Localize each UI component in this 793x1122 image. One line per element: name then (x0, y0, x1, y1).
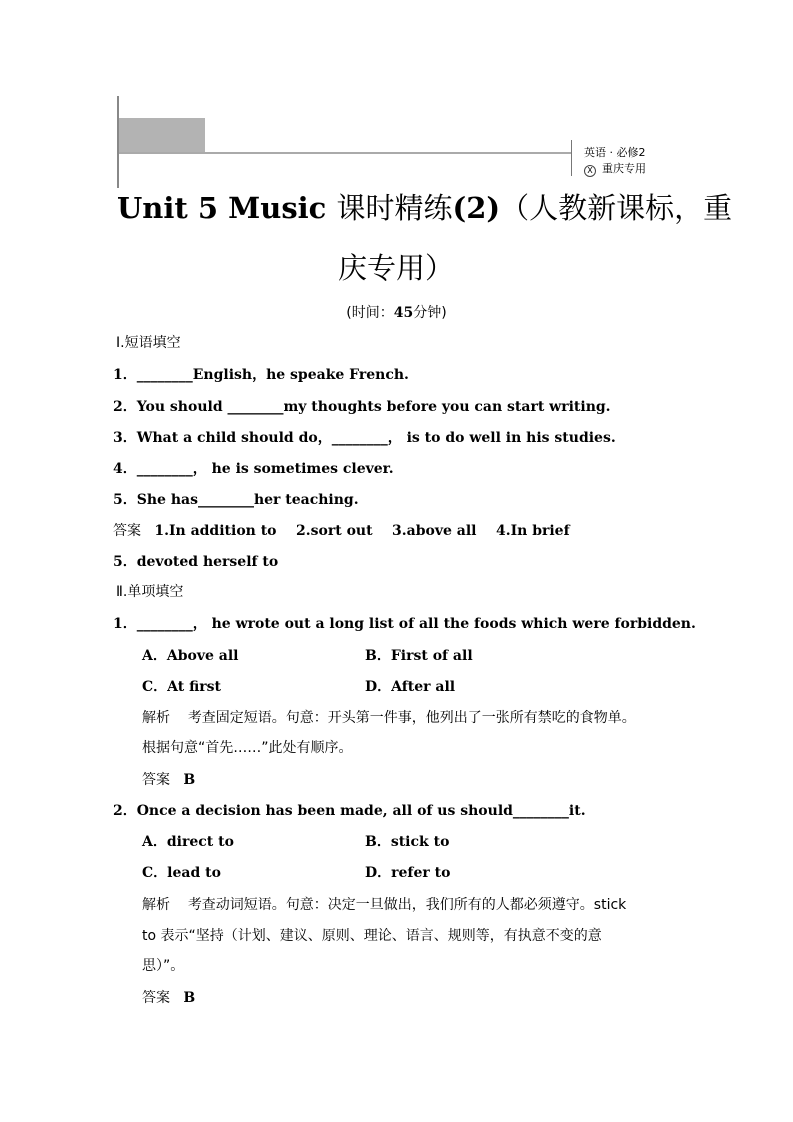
s1-item-1 (113, 365, 409, 385)
time-suffix: 分钟) (413, 305, 447, 321)
header-rule-horizontal (119, 152, 571, 154)
section1-heading: Ⅰ.短语填空 (116, 335, 181, 351)
s1-item-5 (113, 490, 359, 510)
time-prefix: (时间： (346, 305, 394, 321)
s2-q2-analysis-line2: to 表示“坚持（计划、建议、原则、理论、语言、规则等，有执意不变的意 (142, 928, 602, 944)
s1-answer-label: 答案 (113, 523, 141, 539)
header-region: 重庆专用 (602, 162, 646, 175)
s2-q1-analysis-label: 解析 (142, 710, 170, 726)
title-cn2: （人教新课标，重 (500, 191, 733, 225)
s1-answer-line2: 5．devoted herself to (113, 554, 279, 570)
s1-item-3 (113, 428, 616, 448)
s2-q2-analysis-label: 解析 (142, 897, 170, 913)
s2-q2-option-d: D．refer to (365, 865, 451, 881)
s1-item-5-num: 5． (113, 492, 137, 508)
header-gray-block (119, 118, 205, 152)
s2-q1-answer-value: B (183, 772, 196, 788)
s2-q1-analysis (142, 708, 636, 728)
region-mark-icon: X (584, 165, 596, 177)
s2-q2-stem: 2．Once a decision has been made, all of us should________it. (113, 803, 586, 819)
title-num: (2) (452, 191, 501, 225)
header-divider (571, 140, 572, 176)
s1-answer (113, 521, 570, 541)
title-en: Unit 5 Music (117, 191, 327, 225)
s2-q2-option-a: A．direct to (142, 834, 234, 850)
time-num: 45 (393, 305, 414, 321)
s1-item-4 (113, 459, 394, 479)
s2-q1-option-a: A．Above all (142, 648, 239, 664)
s2-q2-answer (142, 988, 195, 1008)
s1-item-3-text: What a child should do，________， is to do well in his studies. (136, 430, 616, 446)
s1-item-4-num: 4． (113, 461, 137, 477)
s2-q1-answer (142, 770, 195, 790)
s1-item-3-num: 3． (113, 430, 137, 446)
s2-q1-option-c: C．At first (142, 679, 222, 695)
s2-q1-analysis-text: 考查固定短语。句意：开头第一件事，他列出了一张所有禁吃的食物单。 (187, 710, 636, 726)
section2-heading: Ⅱ.单项填空 (116, 584, 184, 600)
s2-q2-analysis (142, 895, 626, 915)
s2-q2-option-b: B．stick to (365, 834, 450, 850)
s2-q2-analysis-line3: 思）”。 (142, 958, 185, 974)
s2-q2-answer-label: 答案 (142, 990, 170, 1006)
header-book: 必修2 (616, 146, 646, 159)
s2-q1-option-d: D．After all (365, 679, 456, 695)
s1-item-1-text: ________English，he speake French. (136, 367, 409, 383)
header-subject: 英语 (584, 146, 606, 159)
s2-q2-answer-value: B (183, 990, 196, 1006)
s2-q2-option-c: C．lead to (142, 865, 221, 881)
page-title-continued: 庆专用） (338, 251, 455, 285)
s2-q2-analysis-text: 考查动词短语。句意：决定一旦做出，我们所有的人都必须遵守。stick (187, 897, 627, 913)
s2-q1-analysis-line2: 根据句意“首先……”此处有顺序。 (142, 740, 353, 756)
s1-answer-text: 1.In addition to 2.sort out 3.above all 4.In brief (154, 523, 570, 539)
header-region-line (584, 160, 646, 177)
s1-item-4-text: ________， he is sometimes clever. (136, 461, 394, 477)
s1-item-1-num: 1． (113, 367, 137, 383)
s1-item-2-text: You should ________my thoughts before you can start writing. (136, 399, 611, 415)
header-separator: · (609, 146, 613, 159)
time-limit (0, 302, 793, 322)
page-title (117, 186, 733, 227)
s2-q1-answer-label: 答案 (142, 772, 170, 788)
s2-q1-stem: 1．________， he wrote out a long list of all the foods which were forbidden. (113, 616, 696, 632)
header-subject-line (584, 144, 646, 160)
title-cn1: 课时精练 (336, 191, 453, 225)
s2-q1-option-b: B．First of all (365, 648, 473, 664)
s1-item-5-text: She has________her teaching. (136, 492, 359, 508)
s1-item-2-num: 2． (113, 399, 137, 415)
s1-item-2 (113, 397, 611, 417)
